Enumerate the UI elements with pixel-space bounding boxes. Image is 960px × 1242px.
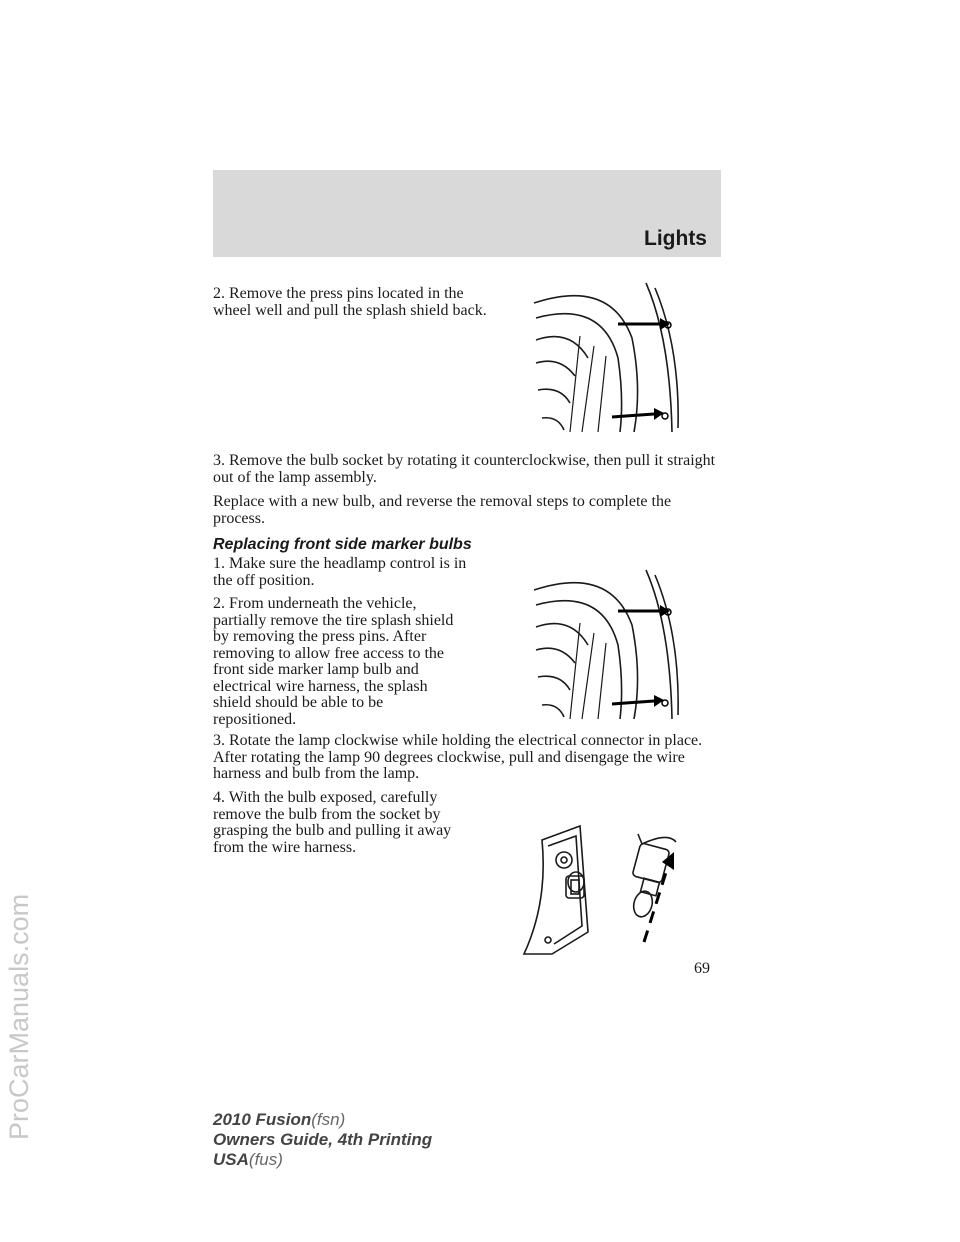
footer-guide: Owners Guide, 4th Printing (213, 1130, 433, 1149)
footer-region-code: (fus) (248, 1150, 283, 1169)
step-remove-bulb-socket: 3. Remove the bulb socket by rotating it counterclockwise, then pull it straight out of the lamp assembly. (213, 452, 716, 486)
step-remove-press-pins: 2. Remove the press pins located in the wheel well and pull the splash shield back. (213, 285, 487, 319)
footer-model: 2010 Fusion (213, 1110, 312, 1129)
section-header-band (213, 170, 721, 257)
dashed-arrow-icon (644, 852, 674, 942)
page-number: 69 (694, 960, 710, 977)
footer-region: USA (213, 1150, 249, 1169)
footer (213, 1110, 432, 1170)
arrow-icon (618, 605, 671, 617)
section-title: Lights (644, 227, 707, 250)
step-replace-bulb: Replace with a new bulb, and reverse the removal steps to complete the process. (213, 493, 672, 527)
wheel-well-figure-1 (520, 278, 690, 433)
footer-model-code: (fsn) (311, 1110, 346, 1129)
marker-step-3: 3. Rotate the lamp clockwise while holding the electrical connector in place. After rotating the lamp 90 degrees clockwise, pull and disengage the wire harness and bulb from the lamp. (213, 732, 703, 782)
marker-step-1: 1. Make sure the headlamp control is in the off position. (213, 555, 467, 589)
wheel-well-figure-2 (520, 565, 690, 720)
marker-step-2: 2. From underneath the vehicle, partially remove the tire splash shield by removing the press pins. After removing to allow free access to the front side marker lamp bulb and electrical wire harness, the splash shield should be able to be repositioned. (213, 595, 454, 728)
watermark (4, 893, 64, 1170)
side-marker-lamp-figure (518, 822, 690, 957)
subheading-front-side-marker: Replacing front side marker bulbs (213, 536, 472, 553)
marker-step-4: 4. With the bulb exposed, carefully remove the bulb from the socket by grasping the bulb and pulling it away from the wire harness. (213, 789, 452, 856)
watermark-text: ProCarManuals.com (4, 893, 34, 1140)
arrow-icon (618, 318, 671, 330)
